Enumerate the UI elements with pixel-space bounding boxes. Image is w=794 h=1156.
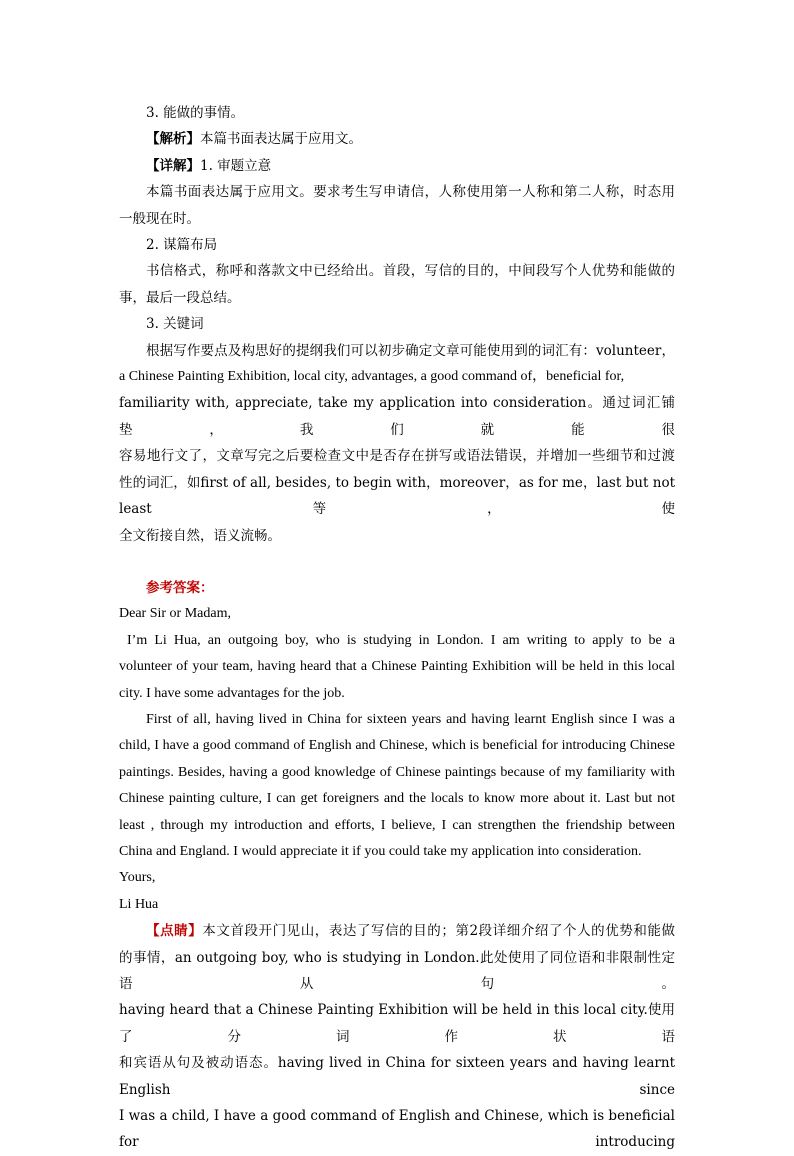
letter-paragraph-1-line-3: city. I have some advantages for the job. [119,685,345,701]
detail-paragraph-2-line-1: 书信格式，称呼和落款文中已经给出。首段，写信的目的，中间段写个人优势和能做的 [146,263,675,280]
detail-heading-1: 1. 审题立意 [200,157,272,174]
analysis-text: 本篇书面表达属于应用文。 [200,131,362,148]
keywords-line-2: a Chinese Painting Exhibition, local city, advantages, a good command of，beneficial for, [119,369,625,385]
keywords-line-4: 容易地行文了，文章写完之后要检查文中是否存在拼写或语法错误，并增加一些细节和过渡 [119,448,675,465]
analysis-line [119,126,675,152]
keywords-line-1: 根据写作要点及构思好的提纲我们可以初步确定文章可能使用到的词汇有：volunteer， [146,342,675,359]
letter-paragraph-2-line-1: First of all, having lived in China for sixteen years and having learnt English since I was a [146,711,675,727]
document-page [119,100,675,1156]
letter-closing: Yours, [119,870,156,886]
reference-answer-label: 参考答案： [146,579,214,596]
detail-heading-2: 2. 谋篇布局 [146,237,218,254]
detail-label: 【详解】 [146,157,200,174]
keywords-line-3: familiarity with, appreciate, take my application into consideration。通过词汇铺垫，我们就能很 [119,395,675,438]
letter-paragraph-2-line-2: child, I have a good command of English and Chinese, which is beneficial for introducing Chinese [119,738,675,754]
comment-line-3: having heard that a Chinese Painting Exhibition will be held in this local city.使用了分词作状语 [119,1002,675,1045]
comment-line-1 [119,918,675,944]
section-gap [119,549,675,575]
comment-line-2: 的事情，an outgoing boy, who is studying in London.此处使用了同位语和非限制性定语从句。 [119,949,675,992]
comment-text-1: 本文首段开门见山，表达了写信的目的；第2段详细介绍了个人的优势和能做 [202,923,675,940]
analysis-label: 【解析】 [146,131,200,148]
detail-paragraph-2-line-2: 事，最后一段总结。 [119,289,241,306]
letter-paragraph-2-line-6: China and England. I would appreciate it if you could take my application into consideration. [119,843,642,859]
detail-line [119,153,675,179]
letter-paragraph-2-line-5: least , through my introduction and efforts, I believe, I can strengthen the friendship between [119,817,675,833]
letter-paragraph-2-line-3: paintings. Besides, having a good knowledge of Chinese paintings because of my familiarity with [119,764,675,780]
detail-paragraph-1-line-2: 一般现在时。 [119,210,200,227]
comment-line-4: 和宾语从句及被动语态。having lived in China for sixteen years and having learnt English since [119,1055,675,1098]
detail-paragraph-1-line-1: 本篇书面表达属于应用文。要求考生写申请信，人称使用第一人称和第二人称，时态用 [146,184,675,201]
keywords-line-6: 全文衔接自然，语义流畅。 [119,527,281,544]
letter-paragraph-2-line-4: Chinese painting culture, I can get foreigners and the locals to know more about it. Last but not [119,791,675,807]
comment-line-5: I was a child, I have a good command of English and Chinese, which is beneficial for introducing [119,1108,675,1151]
letter-paragraph-1-line-2: volunteer of your team, having heard that a Chinese Painting Exhibition will be held in this local [119,659,675,675]
comment-label: 【点睛】 [146,923,203,940]
item-3-heading: 3. 能做的事情。 [146,105,245,121]
letter-greeting: Dear Sir or Madam, [119,606,231,622]
letter-paragraph-1-line-1: I’m Li Hua, an outgoing boy, who is studying in London. I am writing to apply to be a [127,632,675,648]
letter-signature: Li Hua [119,896,159,912]
detail-heading-3: 3. 关键词 [146,316,204,333]
keywords-line-5: 性的词汇，如first of all, besides, to begin with，moreover，as for me，last but not least等，使 [119,474,675,518]
